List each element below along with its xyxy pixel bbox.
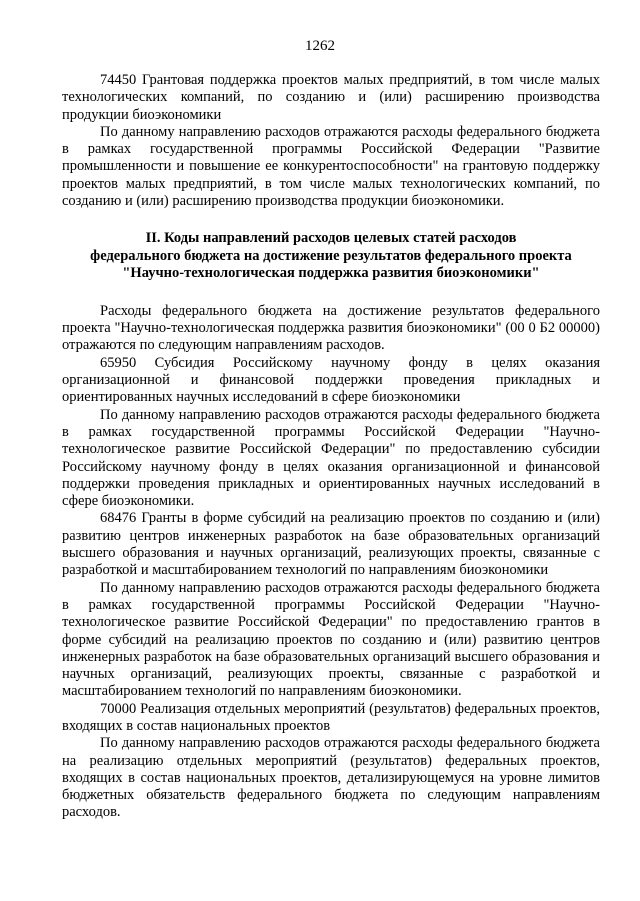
- section-heading: [62, 230, 600, 283]
- section-heading-line-1: II. Коды направлений расходов целевых статей расходов: [145, 230, 517, 247]
- paragraph-70000-description: По данному направлению расходов отражаются расходы федерального бюджета на реализацию отдельных мероприятий (результатов) федеральных проектов, входящих в состав национальных проектов, детализирующемуся на уровне лимитов бюджетных обязательств федерального бюджета по следующим направлениям расходов.: [62, 735, 600, 821]
- paragraph-code-68476: 68476 Гранты в форме субсидий на реализацию проектов по созданию и (или) развитию центров инженерных разработок на базе образовательных организаций высшего образования и научных организаций, реализующих проекты, связанные с разработкой и масштабированием технологий по направлениям биоэкономики: [62, 510, 600, 579]
- paragraph-74450-description: По данному направлению расходов отражаются расходы федерального бюджета в рамках государственной программы Российской Федерации "Развитие промышленности и повышение ее конкурентоспособности" на грантовую поддержку проектов малых предприятий, в том числе малых технологических компаний, по созданию и (или) расширению производства продукции биоэкономики.: [62, 123, 600, 210]
- paragraph-code-74450: 74450 Грантовая поддержка проектов малых предприятий, в том числе малых технологических компаний, по созданию и (или) расширению производства продукции биоэкономики: [62, 72, 600, 123]
- paragraph-code-65950: 65950 Субсидия Российскому научному фонду в целях оказания организационной и финансовой поддержки проведения прикладных и ориентированных научных исследований в сфере биоэкономики: [62, 354, 600, 406]
- paragraph-68476-description: По данному направлению расходов отражаются расходы федерального бюджета в рамках государственной программы Российской Федерации "Научно-технологическое развитие Российской Федерации" по предоставлению грантов в форме субсидий на реализацию проектов по созданию и (или) развитию центров инженерных разработок на базе образовательных организаций высшего образования и научных организаций, реализующих проекты, связанные с разработкой и масштабированием технологий по направлениям биоэкономики.: [62, 579, 600, 700]
- paragraph-intro: Расходы федерального бюджета на достижение результатов федерального проекта "Научно-технологическая поддержка развития биоэкономики" (00 0 Б2 00000) отражаются по следующим направлениям расходов.: [62, 302, 600, 354]
- section-heading-line-3: "Научно-технологическая поддержка развития биоэкономики": [122, 265, 540, 282]
- page-number: 1262: [305, 38, 335, 54]
- section-heading-line-2: федерального бюджета на достижение результатов федерального проекта: [90, 247, 572, 264]
- paragraph-code-70000: 70000 Реализация отдельных мероприятий (результатов) федеральных проектов, входящих в состав национальных проектов: [62, 700, 600, 734]
- paragraph-65950-description: По данному направлению расходов отражаются расходы федерального бюджета в рамках государственной программы Российской Федерации "Научно-технологическое развитие Российской Федерации" по предоставлению субсидии Российскому научному фонду в целях оказания организационной и финансовой поддержки проведения прикладных и ориентированных научных исследований в сфере биоэкономики.: [62, 406, 600, 510]
- document-body: [62, 72, 600, 822]
